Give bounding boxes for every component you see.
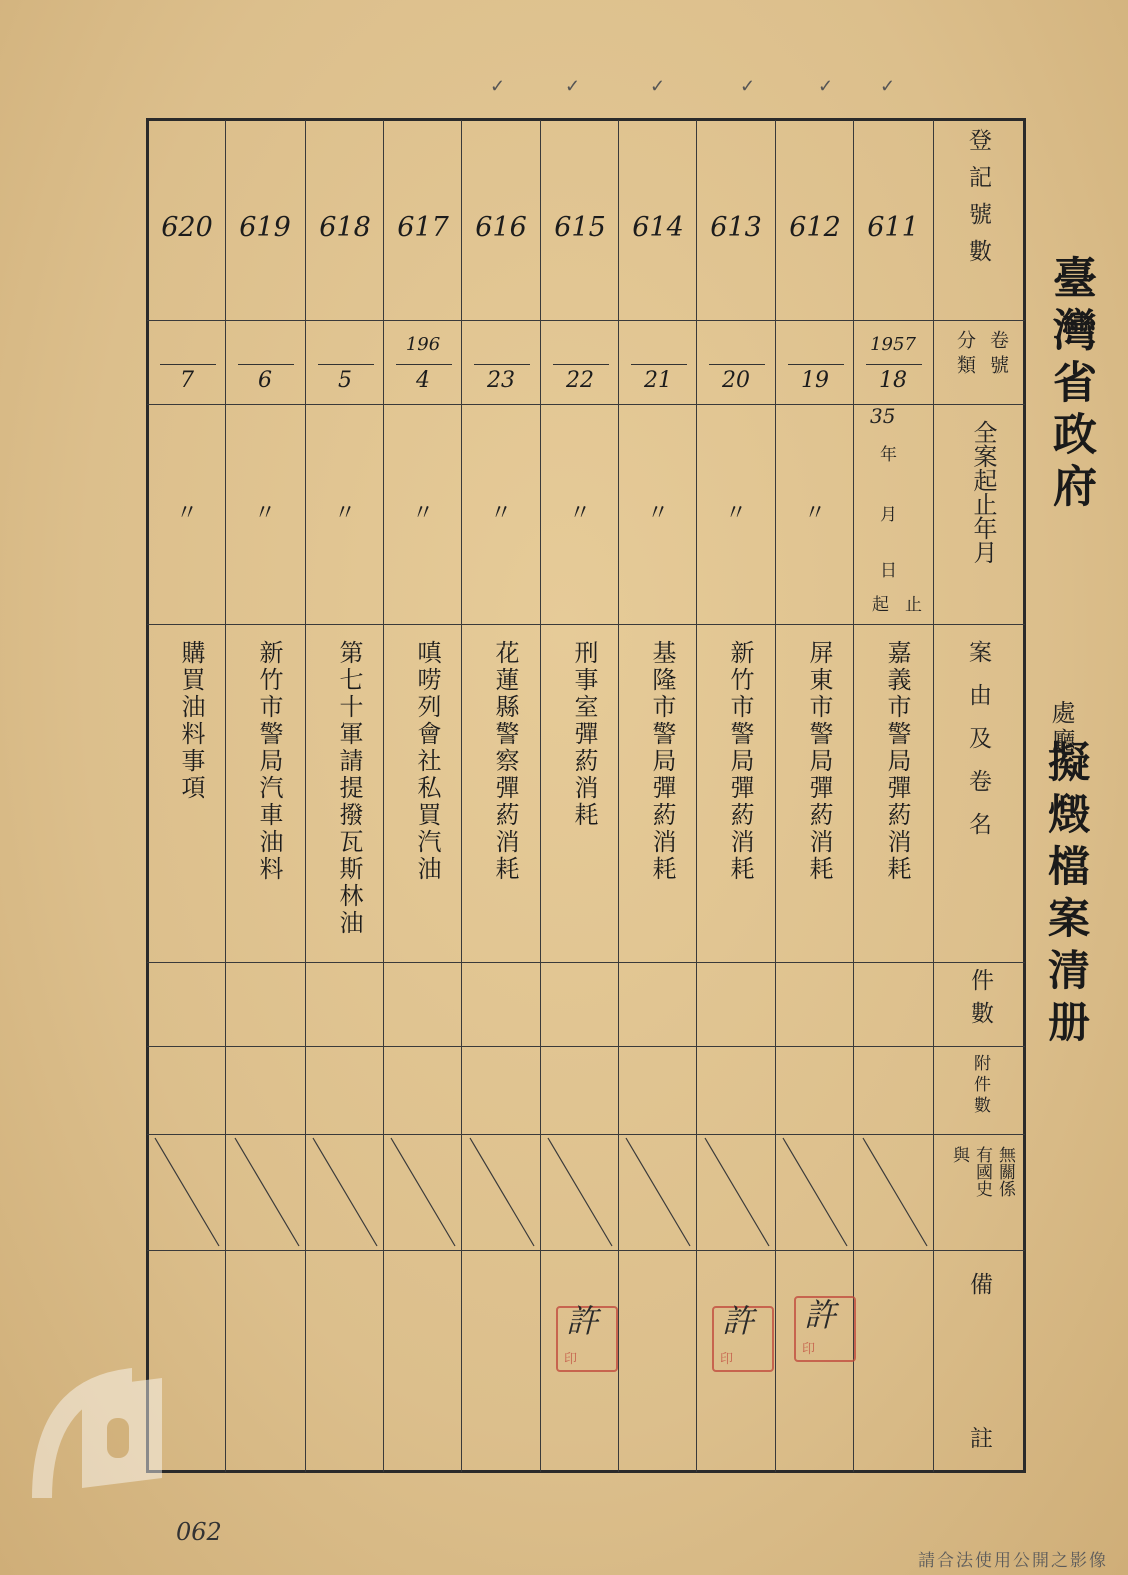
- volume-top: 196: [405, 334, 441, 355]
- ditto-mark: 〃: [175, 501, 198, 526]
- ditto-mark: 〃: [568, 501, 591, 526]
- row-divider: [147, 962, 1025, 963]
- volume-top: 1957: [870, 334, 916, 355]
- column-divider: [853, 120, 854, 1472]
- case-title: 基隆市警局彈葯消耗: [648, 640, 676, 883]
- header-registration-no: 登記號數: [965, 128, 991, 276]
- slash-mark: [548, 1138, 612, 1246]
- case-title: 嗔唠列會社私買汽油: [413, 640, 441, 883]
- seal-text: 印: [720, 1352, 734, 1367]
- column-divider: [775, 120, 776, 1472]
- seal-text: 印: [564, 1352, 578, 1367]
- seal-text: 印: [802, 1342, 816, 1357]
- volume-number: 23: [487, 368, 515, 393]
- case-title: 屏東市警局彈葯消耗: [805, 640, 833, 883]
- registration-number: 614: [632, 212, 684, 243]
- registration-number: 620: [161, 212, 213, 243]
- row-divider: [147, 624, 1025, 625]
- usage-watermark: 請合法使用公開之影像: [918, 1551, 1108, 1571]
- fraction-line: [318, 364, 374, 365]
- header-relation-2: 有國史: [972, 1146, 992, 1197]
- column-divider: [540, 120, 541, 1472]
- tick-mark: ✓: [740, 76, 756, 97]
- fraction-line: [160, 364, 216, 365]
- row-divider: [147, 320, 1025, 321]
- document-title: 臺灣省政府: [1045, 255, 1096, 515]
- signature: 許: [722, 1302, 755, 1340]
- volume-number: 5: [338, 368, 352, 393]
- ditto-mark: 〃: [803, 501, 826, 526]
- row-divider: [147, 1250, 1025, 1251]
- slash-mark: [391, 1138, 455, 1246]
- tick-mark: ✓: [818, 76, 834, 97]
- slash-mark: [155, 1138, 219, 1246]
- relation-row-slashes: [147, 1134, 933, 1250]
- tick-mark: ✓: [565, 76, 581, 97]
- ditto-mark: 〃: [724, 501, 747, 526]
- case-title: 嘉義市警局彈葯消耗: [883, 640, 911, 883]
- tick-mark: ✓: [650, 76, 666, 97]
- fraction-line: [553, 364, 609, 365]
- volume-number: 7: [180, 368, 194, 393]
- registration-number: 612: [789, 212, 841, 243]
- fraction-line: [396, 364, 452, 365]
- header-classification: 分類: [954, 330, 976, 380]
- header-attachments: 附件數: [970, 1054, 990, 1117]
- date-start-label: 起: [872, 595, 889, 615]
- date-month-label: 月: [880, 505, 897, 525]
- department-label: 處廳: [1047, 700, 1075, 756]
- slash-mark: [783, 1138, 847, 1246]
- volume-number: 19: [801, 368, 829, 393]
- header-relation-3: 與: [949, 1146, 969, 1163]
- column-divider: [696, 120, 697, 1472]
- column-divider: [383, 120, 384, 1472]
- case-title: 新竹市警局彈葯消耗: [726, 640, 754, 883]
- date-year: 35: [870, 404, 896, 428]
- date-year-label: 年: [880, 445, 897, 465]
- fraction-line: [788, 364, 844, 365]
- ditto-mark: 〃: [411, 501, 434, 526]
- column-divider: [225, 120, 226, 1472]
- row-divider: [147, 1046, 1025, 1047]
- slash-mark: [863, 1138, 927, 1246]
- column-divider: [933, 120, 934, 1472]
- slash-mark: [705, 1138, 769, 1246]
- signature: 許: [804, 1296, 837, 1334]
- header-remarks-top: 備: [970, 1272, 993, 1298]
- case-title: 購買油料事項: [177, 640, 205, 802]
- column-divider: [618, 120, 619, 1472]
- registration-number: 619: [239, 212, 291, 243]
- header-date-range: 全案起止年月: [969, 420, 997, 564]
- ditto-mark: 〃: [333, 501, 356, 526]
- archive-logo-icon: [22, 1348, 172, 1508]
- header-volume-no: 卷號: [987, 330, 1009, 380]
- list-title: 擬燬檔案清册: [1042, 740, 1091, 1052]
- tick-mark: ✓: [880, 76, 896, 97]
- volume-number: 4: [416, 368, 430, 393]
- case-title: 花蓮縣警察彈葯消耗: [491, 640, 519, 883]
- ditto-mark: 〃: [646, 501, 669, 526]
- volume-number: 21: [644, 368, 672, 393]
- header-relation-1: 無關係: [995, 1146, 1015, 1197]
- fraction-line: [238, 364, 294, 365]
- volume-number: 6: [258, 368, 272, 393]
- date-stop-label: 止: [905, 595, 922, 615]
- column-divider: [305, 120, 306, 1472]
- fraction-line: [631, 364, 687, 365]
- slash-mark: [626, 1138, 690, 1246]
- registration-number: 615: [554, 212, 606, 243]
- case-title: 刑事室彈葯消耗: [570, 640, 598, 829]
- ditto-mark: 〃: [489, 501, 512, 526]
- fraction-line: [709, 364, 765, 365]
- fraction-line: [474, 364, 530, 365]
- registration-number: 617: [397, 212, 449, 243]
- case-title: 第七十軍請提撥瓦斯林油: [335, 640, 363, 937]
- volume-number: 18: [879, 368, 907, 393]
- registration-number: 618: [319, 212, 371, 243]
- header-case-title: 案由及卷名: [965, 640, 991, 855]
- fraction-line: [866, 364, 922, 365]
- registration-number: 613: [710, 212, 762, 243]
- slash-mark: [313, 1138, 377, 1246]
- ditto-mark: 〃: [253, 501, 276, 526]
- slash-mark: [235, 1138, 299, 1246]
- registration-number: 616: [475, 212, 527, 243]
- volume-number: 22: [566, 368, 594, 393]
- header-remarks-bottom: 註: [970, 1426, 993, 1452]
- page-number: 062: [176, 1518, 222, 1546]
- date-day-label: 日: [880, 561, 897, 581]
- case-title: 新竹市警局汽車油料: [255, 640, 283, 883]
- slash-mark: [470, 1138, 534, 1246]
- registration-number: 611: [867, 212, 919, 243]
- tick-mark: ✓: [490, 76, 506, 97]
- header-piece-count: 件數: [967, 968, 993, 1034]
- column-divider: [461, 120, 462, 1472]
- volume-number: 20: [722, 368, 750, 393]
- signature: 許: [566, 1302, 599, 1340]
